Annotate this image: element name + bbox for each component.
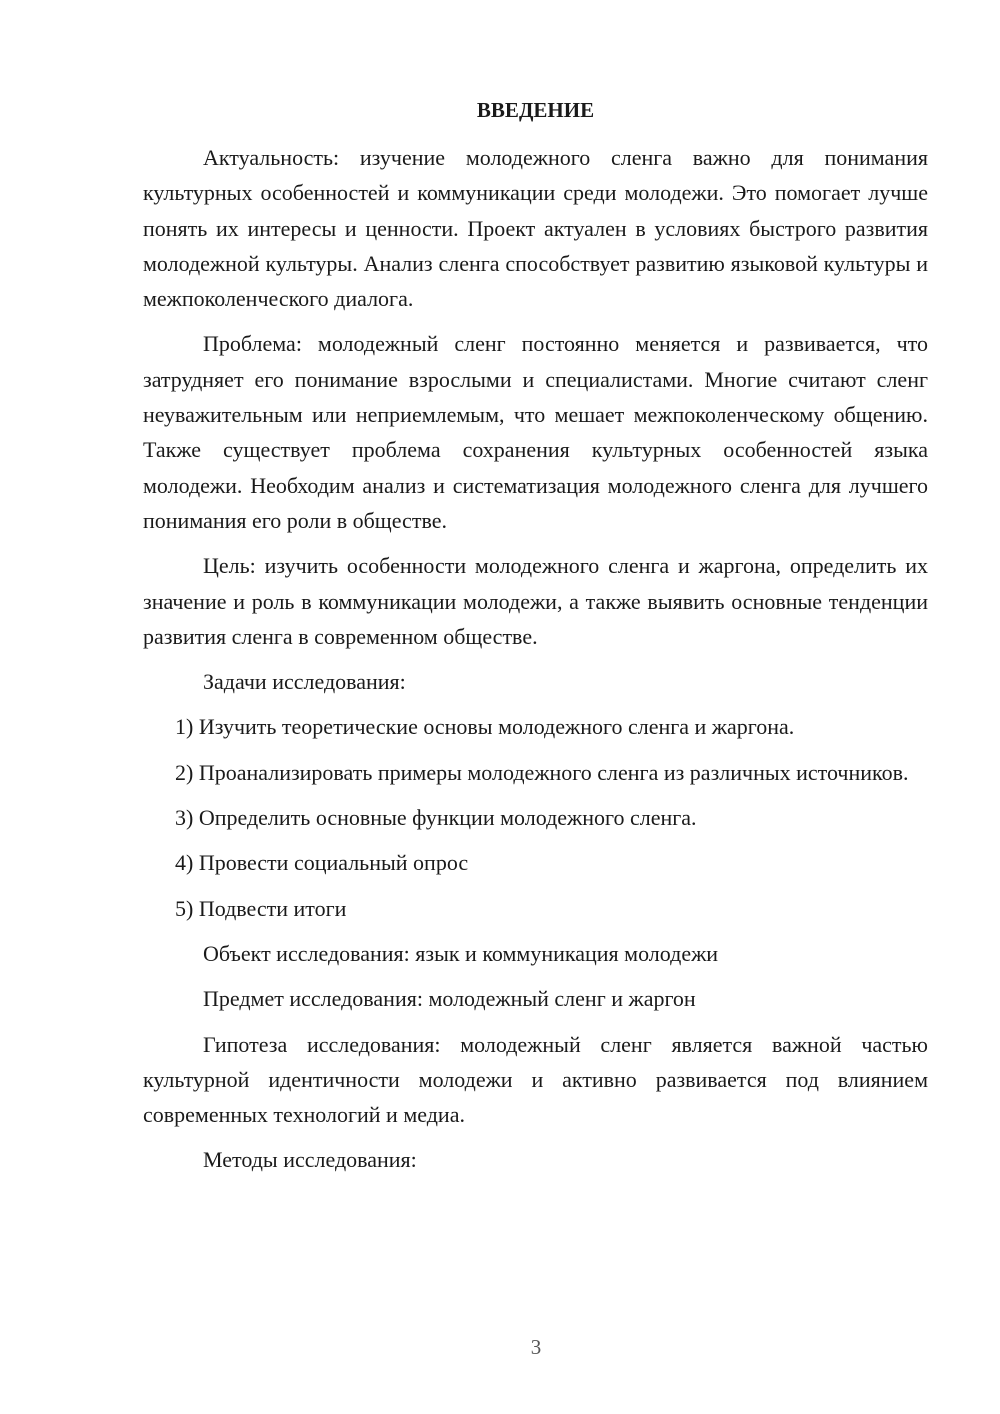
paragraph-tasks-heading: Задачи исследования:: [203, 669, 406, 695]
paragraph-problem: Проблема: молодежный сленг постоянно меняется и развивается, что затрудняет его понимание взрослыми и специалистами. Многие считают сленг неуважительным или неприемлемым, что мешает межпоколенческому общению. Также существует проблема сохранения культурных особенностей языка молодежи. Необходим анализ и систематизация молодежного сленга для лучшего понимания его роли в обществе.: [143, 331, 928, 533]
task-item: 3) Определить основные функции молодежного сленга.: [175, 805, 697, 831]
page-number: 3: [530, 1335, 542, 1359]
task-item: 1) Изучить теоретические основы молодежного сленга и жаргона.: [175, 714, 795, 740]
task-item: 5) Подвести итоги: [175, 895, 347, 921]
paragraph-methods: Методы исследования:: [203, 1147, 417, 1173]
paragraph-object: Объект исследования: язык и коммуникация молодежи: [203, 940, 719, 966]
document-page: [143, 92, 928, 1188]
paragraph-relevance: Актуальность: изучение молодежного сленга важно для понимания культурных особенностей и коммуникации среди молодежи. Это помогает лучше понять их интересы и ценности. Проект актуален в условиях быстрого развития молодежной культуры. Анализ сленга способствует развитию языковой культуры и межпоколенческого диалога.: [143, 145, 928, 312]
paragraph-hypothesis: Гипотеза исследования: молодежный сленг является важной частью культурной идентичности молодежи и активно развивается под влиянием современных технологий и медиа.: [143, 1031, 928, 1128]
paragraph-goal: Цель: изучить особенности молодежного сленга и жаргона, определить их значение и роль в коммуникации молодежи, а также выявить основные тенденции развития сленга в современном обществе.: [143, 553, 928, 649]
paragraph-subject: Предмет исследования: молодежный сленг и жаргон: [203, 986, 696, 1012]
section-title: ВВЕДЕНИЕ: [476, 98, 595, 122]
task-item: 2) Проанализировать примеры молодежного сленга из различных источников.: [175, 759, 909, 785]
task-item: 4) Провести социальный опрос: [175, 850, 469, 876]
